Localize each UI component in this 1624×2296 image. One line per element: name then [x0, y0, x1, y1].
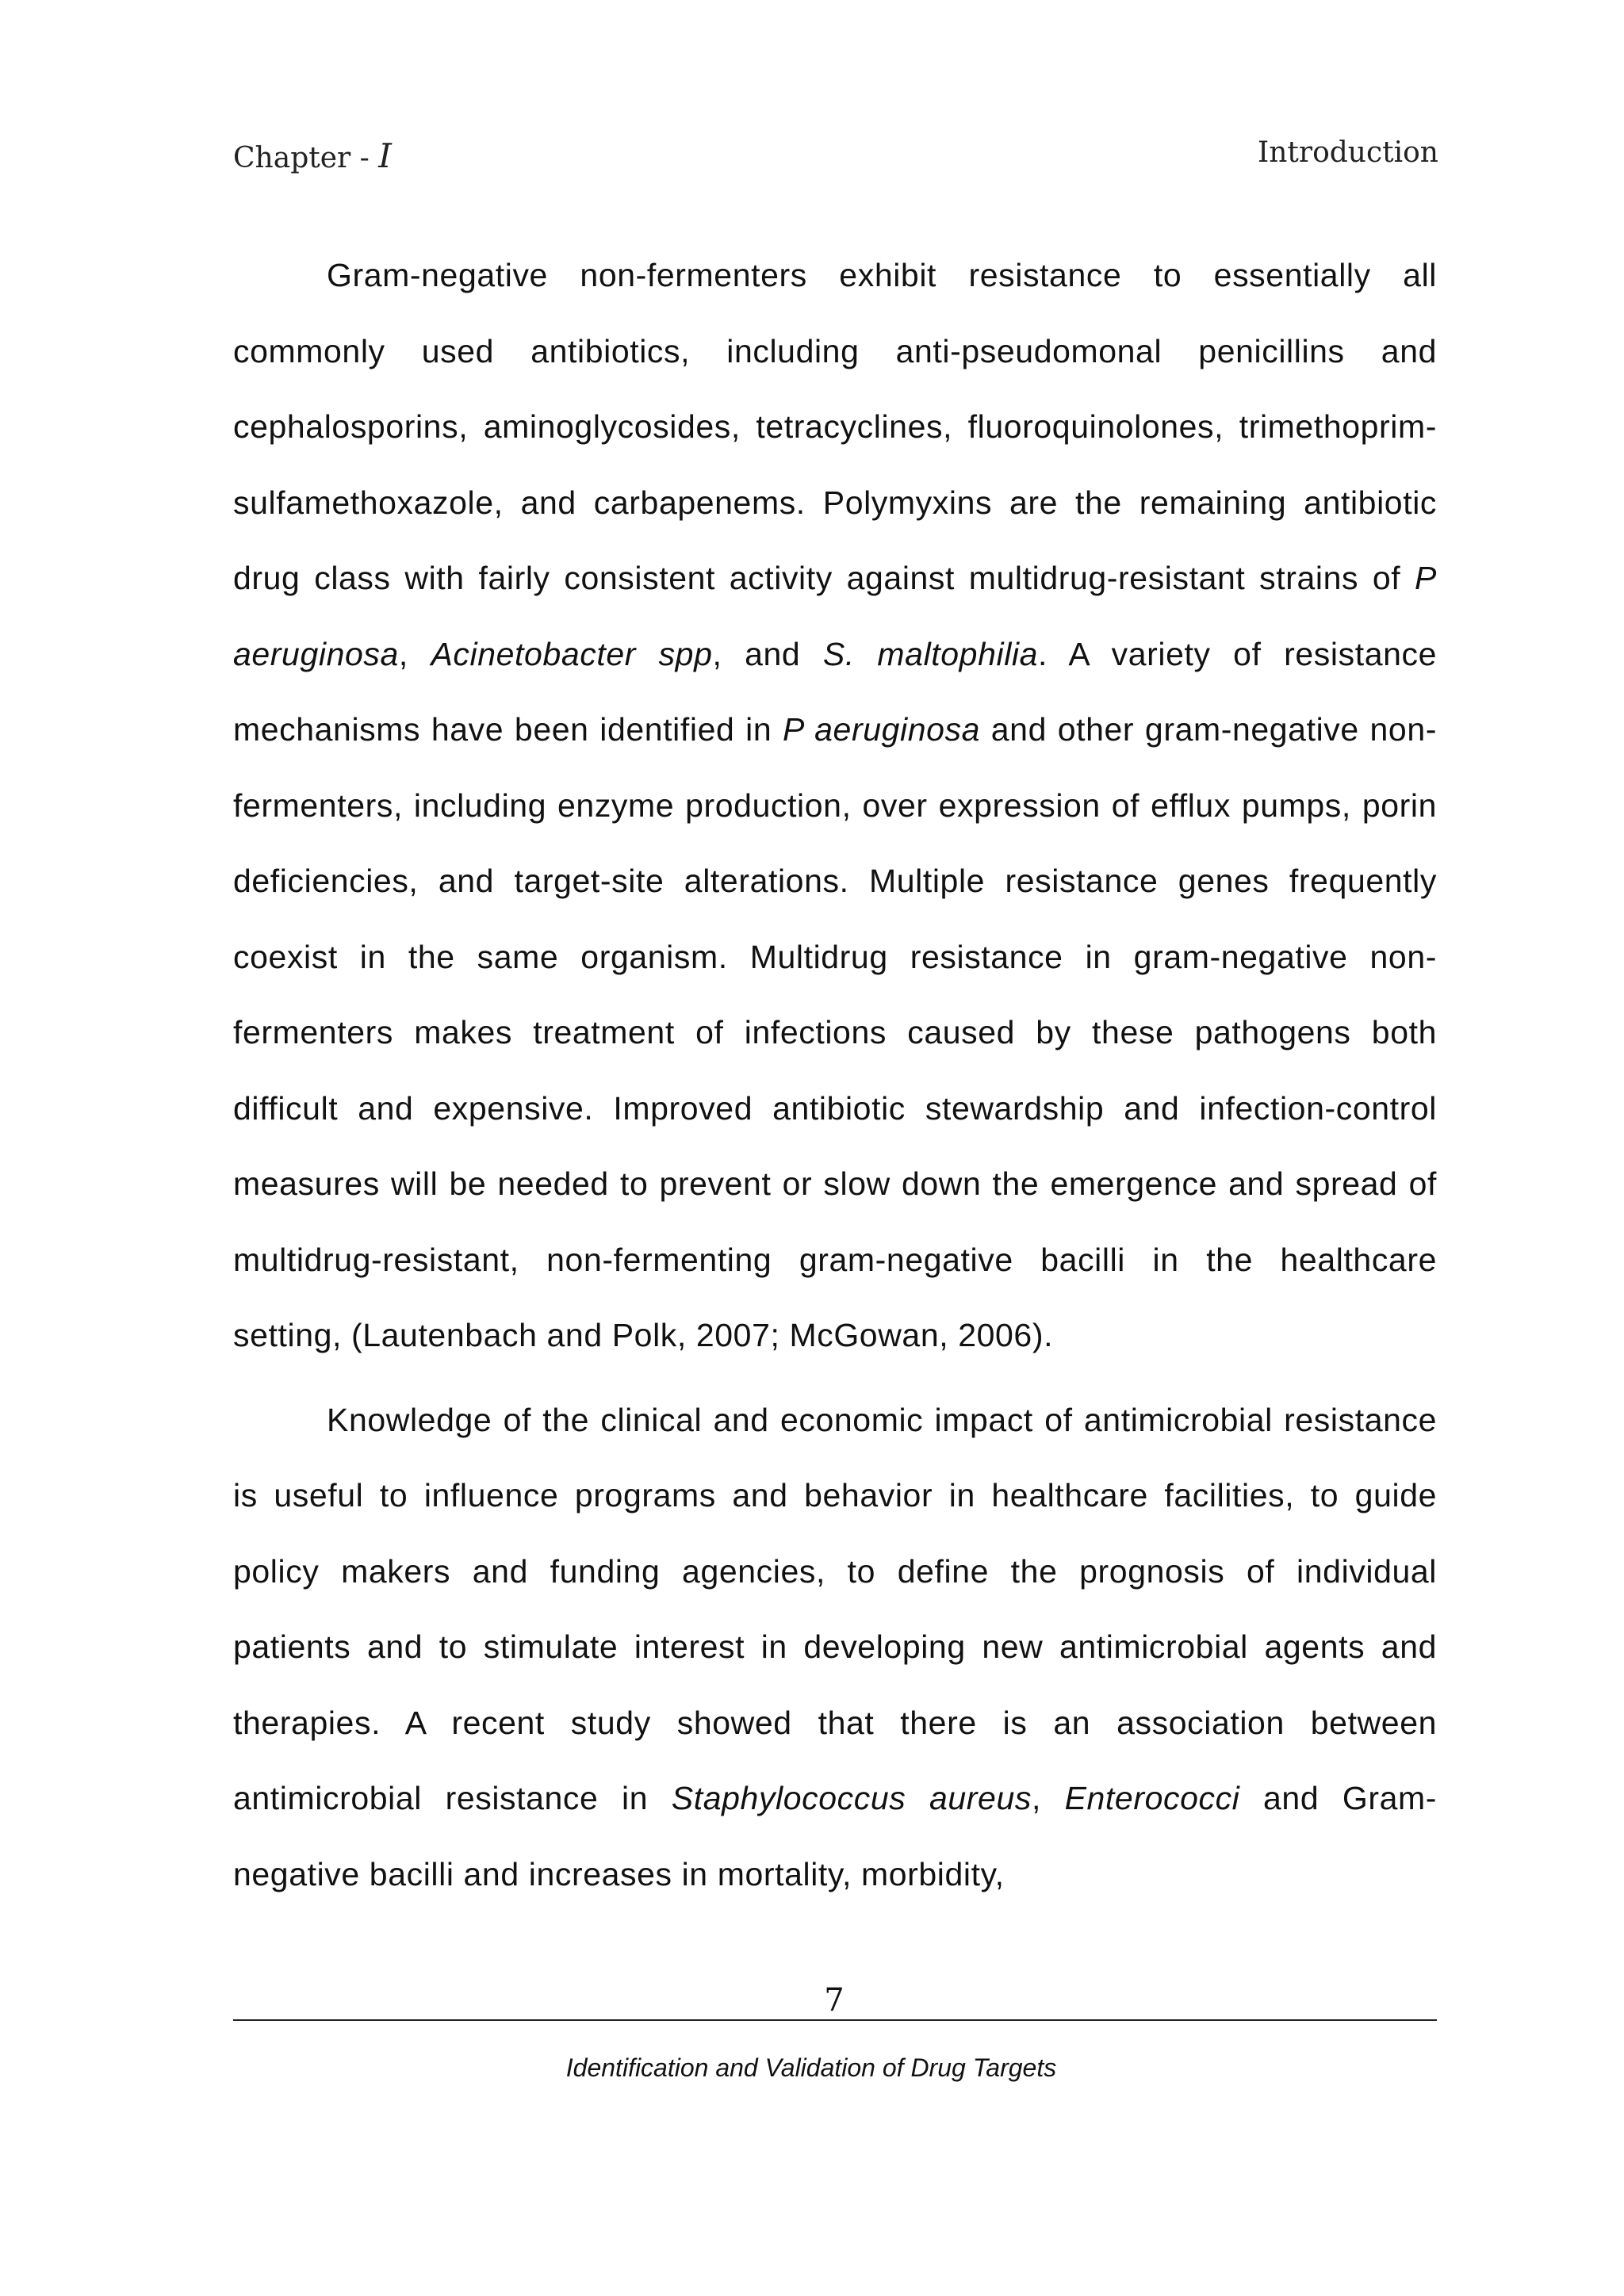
- footer-title: Identification and Validation of Drug Targets: [565, 2053, 1057, 2082]
- italic-term: Acinetobacter spp: [431, 635, 713, 672]
- italic-term: P aeruginosa: [233, 560, 1437, 672]
- page-number: 7: [824, 1982, 845, 2019]
- paragraph: [233, 1383, 1437, 1913]
- footer-divider: [233, 2019, 1437, 2021]
- section-title: Introduction: [1258, 136, 1438, 169]
- running-header: [233, 136, 1438, 184]
- text-run: ,: [1031, 1780, 1065, 1816]
- chapter-label: [233, 136, 392, 175]
- text-run: ,: [398, 635, 431, 672]
- text-run: , and: [712, 635, 823, 672]
- text-run: and other gram-negative non-fermenters, including enzyme production, over expression of efflux pumps, porin deficiencies, and target-site alterations. Multiple resistance genes frequently coexist in the same organism. Multidrug resistance in gram-negative non-fermenters makes treatment of infections caused by these pathogens both difficult and expensive. Improved antibiotic stewardship and infection-control measures will be needed to prevent or slow down the emergence and spread of multidrug-resistant, non-fermenting gram-negative bacilli in the healthcare setting, (Lautenbach and Polk, 2007; McGowan, 2006).: [233, 711, 1437, 1353]
- text-run: Gram-negative non-fermenters exhibit resistance to essentially all commonly used antibiotics, including anti-pseudomonal penicillins and cephalosporins, aminoglycosides, tetracyclines, fluoroquinolones, trimethoprim-sulfamethoxazole, and carbapenems. Polymyxins are the remaining antibiotic drug class with fairly consistent activity against multidrug-resistant strains of: [233, 257, 1437, 596]
- text-run: and Gram-negative bacilli and increases in mortality, morbidity,: [233, 1780, 1438, 1892]
- italic-term: S. maltophilia: [822, 635, 1039, 672]
- chapter-number: I: [378, 136, 392, 175]
- italic-term: Enterococci: [1064, 1780, 1240, 1816]
- italic-term: Staphylococcus aureus: [671, 1780, 1032, 1816]
- paragraph: [233, 238, 1437, 1374]
- body-text: [233, 238, 1437, 1912]
- italic-term: P aeruginosa: [782, 711, 981, 748]
- chapter-label-text: Chapter -: [233, 142, 370, 174]
- text-run: Knowledge of the clinical and economic impact of antimicrobial resistance is useful to influence programs and behavior in healthcare facilities, to guide policy makers and funding agencies, to define the prognosis of individual patients and to stimulate interest in developing new antimicrobial agents and therapies. A recent study showed that there is an association between antimicrobial resistance in: [233, 1401, 1437, 1816]
- text-run: . A variety of resistance mechanisms have been identified in: [233, 635, 1438, 748]
